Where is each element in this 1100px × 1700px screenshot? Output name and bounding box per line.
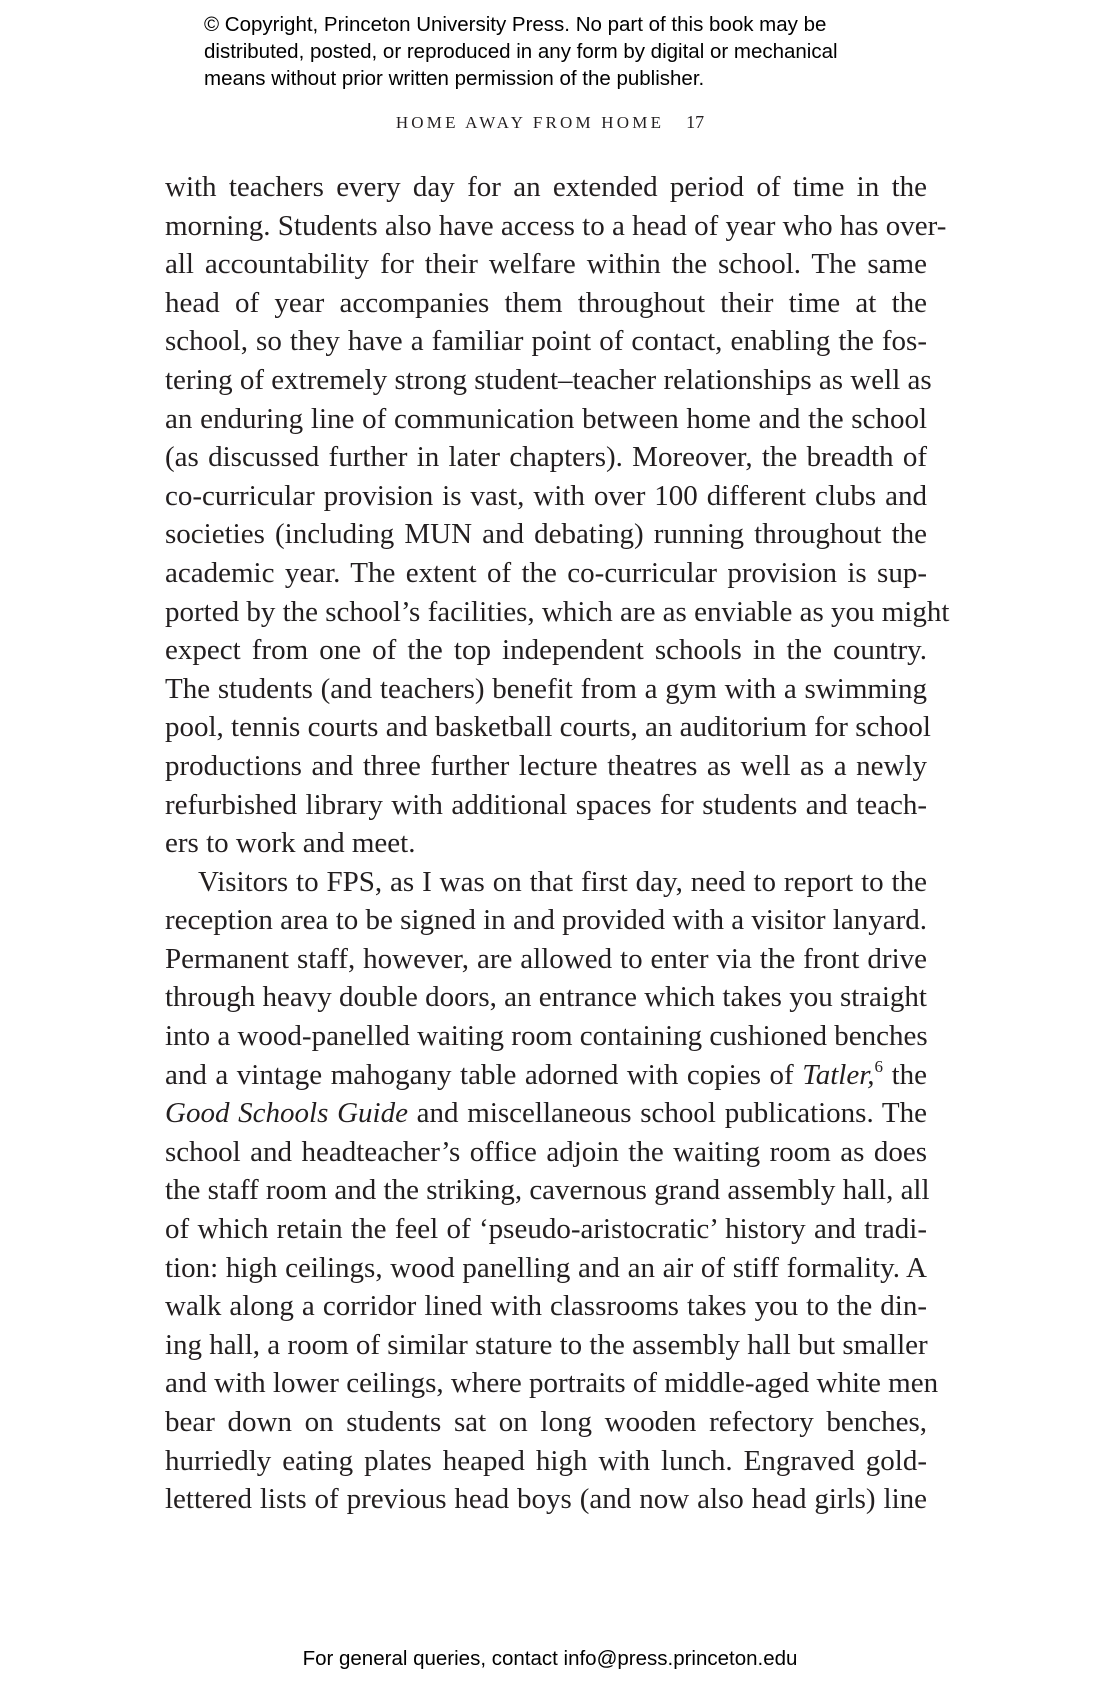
copyright-line: distributed, posted, or reproduced in any form by digital or mechanical — [204, 40, 838, 63]
text-segment: and a vintage mahogany table adorned with copies of — [165, 1058, 803, 1091]
copyright-line: © Copyright, Princeton University Press. No part of this book may be — [204, 13, 827, 36]
copyright-notice — [204, 11, 924, 92]
text-line: societies (including MUN and debating) running throughout the — [165, 518, 927, 551]
text-segment: the — [883, 1058, 927, 1091]
text-line: tion: high ceilings, wood panelling and an air of stiff formality. A — [165, 1251, 927, 1284]
text-line: Visitors to FPS, as I was on that first day, need to report to the — [198, 865, 927, 898]
text-line: bear down on students sat on long wooden refectory benches, — [165, 1406, 927, 1438]
paragraph-1 — [165, 168, 950, 863]
text-line — [165, 1094, 927, 1133]
text-line: refurbished library with additional spaces for students and teach- — [165, 788, 927, 821]
text-line: hurriedly eating plates heaped high with lunch. Engraved gold- — [165, 1444, 927, 1477]
text-line: with teachers every day for an extended period of time in the — [165, 171, 927, 203]
text-line: reception area to be signed in and provided with a visitor lanyard. — [165, 904, 927, 937]
text-line: academic year. The extent of the co-curricular provision is sup- — [165, 556, 927, 589]
paragraph-2 — [165, 863, 939, 1519]
text-line: Permanent staff, however, are allowed to enter via the front drive — [165, 942, 927, 975]
footer-text: For general queries, contact — [302, 1647, 564, 1670]
text-line: the staff room and the striking, cavernous grand assembly hall, all — [165, 1174, 930, 1207]
copyright-line: means without prior written permission of the publisher. — [204, 67, 705, 90]
text-line: all accountability for their welfare within the school. The same — [165, 248, 927, 281]
text-line: into a wood-panelled waiting room containing cushioned benches — [165, 1020, 928, 1053]
text-line: school, so they have a familiar point of contact, enabling the fos- — [165, 325, 927, 358]
text-line: through heavy double doors, an entrance which takes you straight — [165, 981, 927, 1014]
text-line: co-curricular provision is vast, with over 100 different clubs and — [165, 479, 927, 512]
text-line: expect from one of the top independent schools in the country. — [165, 634, 927, 667]
text-line: and with lower ceilings, where portraits of middle-aged white men — [165, 1367, 939, 1400]
publication-title-good-schools-guide: Good Schools Guide — [165, 1097, 408, 1130]
body-text — [165, 168, 950, 1519]
text-line: morning. Students also have access to a head of year who has over- — [165, 209, 947, 242]
text-line: ported by the school’s facilities, which are as enviable as you might — [165, 595, 950, 628]
text-line: walk along a corridor lined with classrooms takes you to the din- — [165, 1290, 927, 1323]
text-line: The students (and teachers) benefit from a gym with a swimming — [165, 672, 927, 705]
text-line: school and headteacher’s office adjoin the waiting room as does — [165, 1135, 927, 1168]
text-line: ers to work and meet. — [165, 827, 416, 860]
page-number: 17 — [686, 112, 705, 132]
text-line: tering of extremely strong student–teacher relationships as well as — [165, 363, 932, 396]
text-segment: and miscellaneous school publications. The — [407, 1097, 927, 1130]
text-line: head of year accompanies them throughout their time at the — [165, 286, 927, 319]
text-line: an enduring line of communication between home and the school — [165, 402, 927, 435]
contact-email-link[interactable]: info@press.princeton.edu — [563, 1647, 798, 1670]
publication-title-tatler: Tatler, — [802, 1058, 875, 1091]
text-line: ing hall, a room of similar stature to the assembly hall but smaller — [165, 1328, 928, 1361]
footnote-reference[interactable]: 6 — [874, 1056, 884, 1076]
text-line: of which retain the feel of ‘pseudo-aristocratic’ history and tradi- — [165, 1213, 927, 1246]
text-line: (as discussed further in later chapters). Moreover, the breadth of — [165, 441, 927, 474]
text-line — [165, 1056, 927, 1095]
running-head-title: HOME AWAY FROM HOME — [395, 113, 665, 132]
running-head — [0, 112, 1100, 133]
text-line: pool, tennis courts and basketball courts, an auditorium for school — [165, 711, 931, 744]
text-line: lettered lists of previous head boys (and now also head girls) line — [165, 1483, 927, 1516]
text-line: productions and three further lecture theatres as well as a newly — [165, 749, 927, 782]
footer-contact — [0, 1647, 1100, 1671]
